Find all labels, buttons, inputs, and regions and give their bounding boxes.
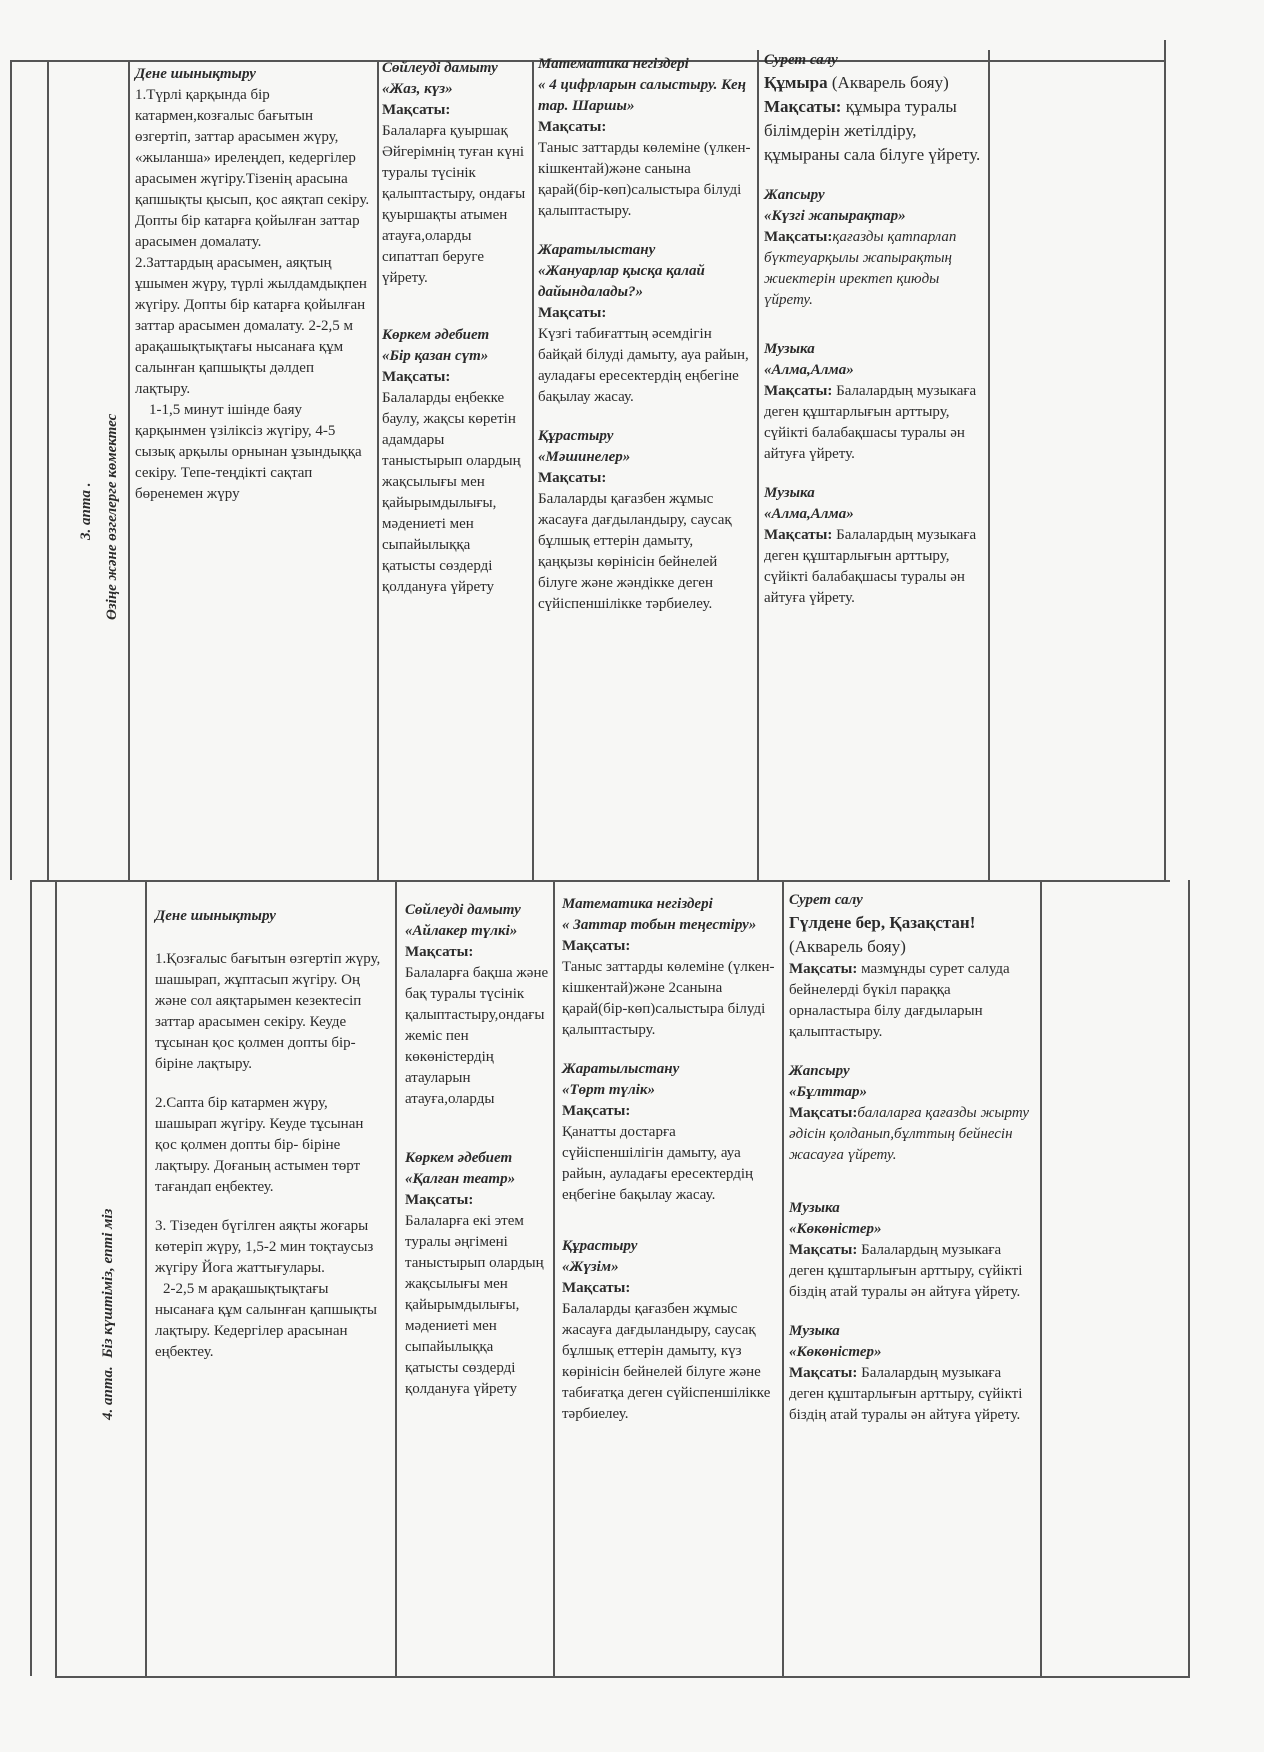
music-title: Музыка bbox=[764, 341, 815, 357]
music-topic: «Алма,Алма» bbox=[764, 362, 854, 378]
week-label: 4. апта. bbox=[100, 1366, 116, 1420]
nature-goal-label: Мақсаты: bbox=[562, 1103, 631, 1119]
art-title: Сурет салу bbox=[764, 52, 838, 68]
physical-para: 1.Түрлі қарқында бір катармен,козғалыс бағытын өзгертіп, заттар арасымен жүру, «жыланша» ирелеңдеп, кедергілер арасымен жүгіру.Тізенің арасына қапшықты қысып, қос аяқтап секіру. Допты бір катарға қойылған заттар арасымен домалату. bbox=[135, 87, 370, 250]
math-title: Математика негіздері bbox=[562, 896, 713, 912]
col-line bbox=[145, 880, 147, 1676]
music-goal: Балалардың музыкаға деген құштарлығын арттыру, сүйікті біздің атай туралы ән айтуға үйрету. bbox=[789, 1365, 1023, 1423]
col-line bbox=[47, 60, 49, 880]
math-goal: Таныс заттарды көлеміне (үлкен-кішкентай)және 2санына қарай(бір-көп)салыстыра білуді қалыптастыру. bbox=[562, 959, 775, 1038]
speech-goal: Балаларға қуыршақ Әйгерімнің туған күні туралы түсінік қалыптастыру, ондағы қуыршақты атымен атауға,оларды сипаттап беруге үйрету. bbox=[382, 123, 526, 286]
lit-goal: Балаларға екі этем туралы әңгімені таныстырып олардың жақсылығы мен қайырымдылығы, мәдениеті мен сыпайылыққа қатысты сөздерді қолдануға үйрету bbox=[405, 1213, 544, 1397]
speech-cell bbox=[382, 58, 527, 598]
math-topic: « Заттар тобын теңестіру» bbox=[562, 917, 757, 933]
art-topic: Гүлдене бер, Қазақстан! bbox=[789, 913, 976, 932]
row-divider bbox=[30, 880, 1170, 882]
lit-topic: «Қалған театр» bbox=[405, 1171, 516, 1187]
lit-topic: «Бір қазан сүт» bbox=[382, 348, 489, 364]
speech-title: Сөйлеуді дамыту bbox=[382, 60, 498, 76]
col-line bbox=[553, 880, 555, 1676]
music-topic: «Алма,Алма» bbox=[764, 506, 854, 522]
apply-topic: «Күзгі жапырақтар» bbox=[764, 208, 906, 224]
speech-goal-label: Мақсаты: bbox=[405, 944, 474, 960]
music-goal: Балалардың музыкаға деген құштарлығын арттыру, сүйікті балабақшасы туралы ән айтуға үйрету. bbox=[764, 383, 977, 462]
math-cell bbox=[562, 894, 776, 1425]
build-topic: «Мәшинелер» bbox=[538, 449, 631, 465]
lit-goal: Балаларды еңбекке баулу, жақсы көретін адамдары таныстырып олардың жақсылығы мен қайырымдылығы, мәдениеті мен сыпайылыққа қатысты сөздерді қолдануға үйрету bbox=[382, 390, 521, 595]
music-goal: Балалардың музыкаға деген құштарлығын арттыру, сүйікті балабақшасы туралы ән айтуға үйрету. bbox=[764, 527, 977, 606]
music-goal: Балалардың музыкаға деген құштарлығын арттыру, сүйікті біздің атай туралы ән айтуға үйрету. bbox=[789, 1242, 1023, 1300]
apply-goal: қағазды қатпарлап бүктеуарқылы жапырақтың жиектерін иректеп қиюды үйрету. bbox=[764, 229, 957, 308]
col-line bbox=[532, 60, 534, 880]
physical-para: 2.Сапта бір катармен жүру, шашырап жүгіру. Кеуде тұсынан қос қолмен допты бір- біріне лақтыру. Доғаның астымен төрт тағандап еңбектеу. bbox=[155, 1095, 364, 1195]
col-line bbox=[55, 880, 57, 1676]
art-topic-note: (Акварель бояу) bbox=[789, 937, 906, 956]
col-line bbox=[128, 60, 130, 880]
music-title: Музыка bbox=[789, 1200, 840, 1216]
math-goal: Таныс заттарды көлеміне (үлкен-кішкентай)және санына қарай(бір-көп)салыстыра білуді қалыптастыру. bbox=[538, 140, 751, 219]
build-goal-label: Мақсаты: bbox=[562, 1280, 631, 1296]
physical-para: 1.Қозғалыс бағытын өзгертіп жүру, шашырап, жұптасып жүгіру. Оң және сол аяқтарымен кезектесіп заттар арасымен секіру. Кеуде тұсынан қос қолмен допты бір- біріне лақтыру. bbox=[155, 951, 381, 1072]
week-theme: Өзіңе және өзгелерге көмектес bbox=[104, 413, 120, 620]
apply-goal-label: Мақсаты: bbox=[789, 1105, 858, 1121]
col-line bbox=[10, 60, 12, 880]
week-theme: Біз күштіміз, епті міз bbox=[100, 1208, 116, 1358]
art-goal: мазмұнды сурет салуда бейнелерді бүкіл параққа орналастыра білу дағдыларын қалыптастыру. bbox=[789, 961, 1010, 1040]
apply-goal: балаларға қағазды жырту әдісін қолданып,бұлттың бейнесін жасауға үйрету. bbox=[789, 1105, 1029, 1163]
build-topic: «Жүзім» bbox=[562, 1259, 619, 1275]
physical-para: 3. Тізеден бүгілген аяқты жоғары көтеріп жүру, 1,5-2 мин тоқтаусыз жүгіру Йога жаттығулары. bbox=[155, 1218, 374, 1276]
physical-para: 1-1,5 минут ішінде баяу қарқынмен үзіліксіз жүгіру, 4-5 сызық арқылы орнынан ұзындыққа секіру. Тепе-теңдікті сақтап бөренемен жүру bbox=[135, 402, 362, 502]
physical-para: 2.Заттардың арасымен, аяқтың ұшымен жүру, түрлі жылдамдықпен жүгіру. Допты бір катарға қойылған заттар арасымен домалату. 2-2,5 м арақашықтықтағы нысанаға құм салынған қапшықты дәлдеп лақтыру. bbox=[135, 255, 367, 397]
physical-para: 2-2,5 м арақашықтықтағы нысанаға құм салынған қапшықты лақтыру. Кедергілер арасынан еңбектеу. bbox=[155, 1281, 378, 1360]
math-topic: « 4 цифрларын салыстыру. Кең тар. Шаршы» bbox=[538, 77, 746, 114]
nature-topic: «Жануарлар қысқа қалай дайындалады?» bbox=[538, 263, 705, 300]
build-goal: Балаларды қағазбен жұмыс жасауға дағдыландыру, саусақ бұлшық еттерін дамыту, күз көрінісін бейнелей білуге және табиғатқа деген сүйіспеншілікке тәрбиелеу. bbox=[562, 1301, 771, 1422]
build-title: Құрастыру bbox=[562, 1238, 638, 1254]
nature-goal: Күзгі табиғаттың әсемдігін байқай білуді дамыту, ауа райын, ауладағы ересектердің еңбегіне бақылау жасау. bbox=[538, 326, 749, 405]
apply-topic: «Бұлттар» bbox=[789, 1084, 868, 1100]
art-goal-label: Мақсаты: bbox=[789, 961, 858, 977]
music-title: Музыка bbox=[789, 1323, 840, 1339]
apply-goal-label: Мақсаты: bbox=[764, 229, 833, 245]
col-line bbox=[988, 50, 990, 880]
art-topic: Құмыра bbox=[764, 73, 828, 92]
nature-goal-label: Мақсаты: bbox=[538, 305, 607, 321]
speech-cell bbox=[405, 900, 550, 1400]
physical-title: Дене шынықтыру bbox=[155, 908, 276, 924]
speech-title: Сөйлеуді дамыту bbox=[405, 902, 521, 918]
build-title: Құрастыру bbox=[538, 428, 614, 444]
apply-title: Жапсыру bbox=[789, 1063, 850, 1079]
art-title: Сурет салу bbox=[789, 892, 863, 908]
lit-goal-label: Мақсаты: bbox=[382, 369, 451, 385]
physical-title: Дене шынықтыру bbox=[135, 66, 256, 82]
art-goal: құмыра туралы білімдерін жетілдіру, құмыраны сала білуге үйрету. bbox=[764, 97, 981, 164]
col-line bbox=[1040, 880, 1042, 1676]
music-goal-label: Мақсаты: bbox=[789, 1365, 858, 1381]
col-line bbox=[30, 880, 32, 1676]
speech-topic: «Айлакер түлкі» bbox=[405, 923, 518, 939]
music-title: Музыка bbox=[764, 485, 815, 501]
art-cell bbox=[789, 890, 1029, 1426]
col-line bbox=[377, 60, 379, 880]
music-goal-label: Мақсаты: bbox=[764, 527, 833, 543]
apply-title: Жапсыру bbox=[764, 187, 825, 203]
art-cell bbox=[764, 50, 982, 609]
music-goal-label: Мақсаты: bbox=[789, 1242, 858, 1258]
music-goal-label: Мақсаты: bbox=[764, 383, 833, 399]
col-line bbox=[1188, 880, 1190, 1676]
math-goal-label: Мақсаты: bbox=[562, 938, 631, 954]
physical-cell bbox=[135, 64, 370, 505]
week-label: 3. апта . bbox=[78, 482, 94, 540]
lit-goal-label: Мақсаты: bbox=[405, 1192, 474, 1208]
col-line bbox=[782, 880, 784, 1676]
col-line bbox=[1164, 40, 1166, 880]
nature-goal: Қанатты достарға сүйіспеншілігін дамыту, ауа райын, ауладағы ересектердің еңбегіне бақылау жасау. bbox=[562, 1124, 754, 1203]
speech-topic: «Жаз, күз» bbox=[382, 81, 453, 97]
math-goal-label: Мақсаты: bbox=[538, 119, 607, 135]
lit-title: Көркем әдебиет bbox=[382, 327, 490, 343]
build-goal: Балаларды қағазбен жұмыс жасауға дағдыландыру, саусақ бұлшық еттерін дамыту, қаңқызы көрінісін бейнелей білуге және жәндікке деген сүйіспеншілікке тәрбиелеу. bbox=[538, 491, 732, 612]
nature-title: Жаратылыстану bbox=[562, 1061, 680, 1077]
art-goal-label: Мақсаты: bbox=[764, 97, 842, 116]
physical-cell bbox=[155, 906, 387, 1363]
music-topic: «Көкөністер» bbox=[789, 1344, 882, 1360]
speech-goal: Балаларға бақша және бақ туралы түсінік қалыптастыру,ондағы жеміс пен көкөністердің атауларын атауға,оларды bbox=[405, 965, 549, 1107]
speech-goal-label: Мақсаты: bbox=[382, 102, 451, 118]
music-topic: «Көкөністер» bbox=[789, 1221, 882, 1237]
col-line bbox=[757, 50, 759, 880]
lit-title: Көркем әдебиет bbox=[405, 1150, 513, 1166]
math-title: Математика негіздері bbox=[538, 56, 689, 72]
nature-title: Жаратылыстану bbox=[538, 242, 656, 258]
nature-topic: «Төрт түлік» bbox=[562, 1082, 656, 1098]
art-topic-note: (Акварель бояу) bbox=[831, 73, 949, 92]
build-goal-label: Мақсаты: bbox=[538, 470, 607, 486]
table-bottom-border bbox=[55, 1676, 1190, 1678]
col-line bbox=[395, 880, 397, 1676]
math-cell bbox=[538, 54, 752, 615]
